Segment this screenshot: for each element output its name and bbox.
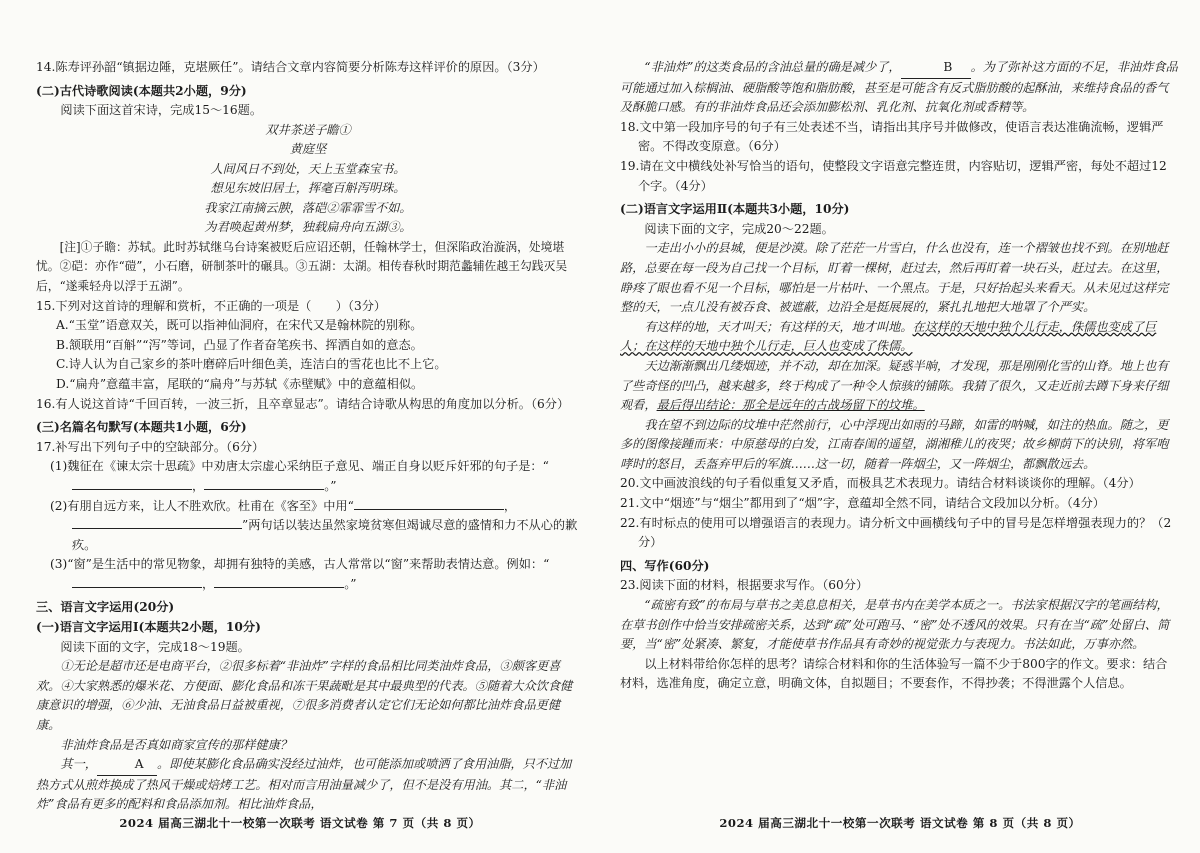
close-quote: 。” bbox=[344, 576, 357, 591]
question-17-2 bbox=[36, 497, 580, 556]
answer-blank[interactable] bbox=[72, 477, 192, 490]
passage-1: ①无论是超市还是电商平台，②很多标着“非油炸”字样的食品相比同类油炸食品，③颇客更喜欢。④大家熟悉的爆米花、方便面、膨化食品和冻干果蔬毗是其中最典型的代表。⑤随着大众饮食健康意识的增强，⑥少油、无油食品日益被重视，⑦很多消费者认定它们无论如何都比油炸食品更健康。 bbox=[36, 659, 573, 733]
sub-section-1-intro: 阅读下面的文字，完成18～19题。 bbox=[60, 639, 250, 654]
answer-blank[interactable] bbox=[214, 575, 344, 588]
section-poetry-intro: 阅读下面这首宋诗，完成15～16题。 bbox=[60, 103, 263, 118]
passage-1-body bbox=[36, 755, 580, 815]
comma: ， bbox=[202, 576, 215, 591]
option-a: A.“玉堂”语意双关，既可以指神仙洞府，在宋代又是翰林院的别称。 bbox=[56, 318, 423, 333]
poem-line: 想见东坡旧居士，挥毫百斛泻明珠。 bbox=[210, 181, 406, 196]
passage-text: 其一， bbox=[60, 757, 97, 772]
passage-2-para-2 bbox=[620, 318, 1178, 357]
answer-blank[interactable] bbox=[72, 575, 202, 588]
option-b: B.颔联用“百斛”“泻”等词，凸显了作者奋笔疾书、挥洒自如的意态。 bbox=[56, 337, 423, 352]
passage-text: 天边渐渐飘出几缕烟迹，并不动，却在加深。疑惑半晌，才发现，那是刚刚化雪的山脊。地上也有了些奇怪的凹凸，越来越多，终于构成了一种令人惊骇的铺陈。我猜了很久，又走近前去蹲下身来仔细观看， bbox=[620, 358, 1169, 413]
question-14: 14.陈寿评孙韶“镇据边陲，克堪厥任”。请结合文章内容简要分析陈寿这样评价的原因。（3分） bbox=[36, 60, 545, 74]
passage-text: “非油炸”的这类食品的含油总量的确是减少了， bbox=[644, 60, 901, 74]
section-poetry-title: (二)古代诗歌阅读(本题共2小题，9分) bbox=[36, 83, 247, 98]
q17-2-text: (2)有朋自远方来，让人不胜欢欣。杜甫在《客至》中用“ bbox=[50, 498, 354, 513]
q17-1-text: (1)魏征在《谏太宗十思疏》中劝唐太宗虚心采纳臣子意见、端正自身以贬斥奸邪的句子是：“ bbox=[50, 459, 549, 474]
question-18: 18.文中第一段加序号的句子有三处表述不当，请指出其序号并做修改，使语言表达准确流畅，逻辑严密。不得改变原意。（6分） bbox=[620, 119, 1164, 154]
passage-2-para-3 bbox=[620, 357, 1178, 416]
passage-text: 。即使某膨化食品确实没经过油炸，也可能添加或喷洒了食用油脂，只不过加热方式从煎炸换成了热风干燥或焙烤工艺。相对而言用油量减少了，但不是没有用油。其二，“非油炸”食品有更多的配料和食品添加剂。相比油炸食品， bbox=[36, 757, 572, 812]
option-c: C.诗人认为自己家乡的茶叶磨碎后叶细色美，连洁白的雪花也比不上它。 bbox=[56, 357, 447, 372]
writing-requirement: 以上材料带给你怎样的思考？请综合材料和你的生活体验写一篇不少于800字的作文。要求：结合材料，选准角度，确定立意，明确文体，自拟题目；不要套作，不得抄袭；不得泄露个人信息。 bbox=[620, 656, 1168, 691]
q17-3-text: (3)“窗”是生活中的常见物象，却拥有独特的美感，古人常常以“窗”来帮助表情达意。例如：“ bbox=[50, 557, 550, 572]
passage-text: 。为了弥补这方面的不足，非油炸食品可能通过加入棕榈油、硬脂酸等饱和脂肪酸，甚至是可能含有反式脂肪酸的起酥油，来维持食品的香气及酥脆口感。有的非油炸食品还会添加膨松剂、乳化剂、抗氧化剂或香精等。 bbox=[620, 60, 1178, 115]
page-footer: 2024 届高三湖北十一校第一次联考 语文试卷 第 8 页（共 8 页） bbox=[719, 816, 1081, 830]
question-17: 17.补写出下列句子中的空缺部分。（6分） bbox=[36, 439, 265, 454]
poem-line: 人间风日不到处，天上玉堂森宝书。 bbox=[210, 161, 406, 176]
passage-2-para-1: 一走出小小的县城，便是沙漠。除了茫茫一片雪白，什么也没有，连一个褶皱也找不到。在别地赶路，总要在每一段为自己找一个目标，盯着一棵树，赶过去，然后再盯着一块石头，赶过去。在这里，睁疼了眼也看不见一个目标，哪怕是一片枯叶、一个黑点。于是，只好抬起头来看天。从未见过这样完整的天，一点儿没有被吞食、被遮蔽，边沿全是挺展展的，紧扎扎地把大地罩了个严实。 bbox=[620, 241, 1169, 315]
section-recitation-title: (三)名篇名句默写(本题共1小题，6分) bbox=[36, 420, 247, 435]
writing-material: “疏密有致”的布局与草书之美息息相关，是草书内在美学本质之一。书法家根据汉字的笔画结构，在草书创作中恰当安排疏密关系，达到“疏”处可跑马、“密”处不透风的效果。只有在当“疏”处留白、简要，当“密”处紧凑、繁复，才能使草书作品具有奇妙的视觉张力与表现力。书法如此，万事亦然。 bbox=[620, 598, 1170, 652]
comma: ， bbox=[192, 478, 205, 493]
underlined-sentence: 最后得出结论：那全是远年的古战场留下的坟堆。 bbox=[656, 398, 925, 413]
passage-text: 有这样的地，天才叫天；有这样的天，地才叫地。 bbox=[644, 319, 913, 334]
sub-section-2-intro: 阅读下面的文字，完成20～22题。 bbox=[644, 221, 834, 236]
question-21: 21.文中“烟迹”与“烟尘”都用到了“烟”字，意蕴却全然不同，请结合文段加以分析。（4分） bbox=[620, 496, 1105, 511]
part-3-title: 三、语言文字运用(20分) bbox=[36, 600, 175, 615]
sub-section-1-title: (一)语言文字运用Ⅰ(本题共2小题，10分) bbox=[36, 620, 261, 635]
poem-author: 黄庭坚 bbox=[289, 142, 327, 157]
poem-title: 双井茶送子瞻① bbox=[265, 122, 351, 137]
question-19: 19.请在文中横线处补写恰当的语句，使整段文字语意完整连贯，内容贴切，逻辑严密，每处不超过12个字。（4分） bbox=[620, 158, 1167, 193]
question-20: 20.文中画波浪线的句子看似重复又矛盾，而极具艺术表现力。请结合材料谈谈你的理解。（4分） bbox=[620, 476, 1141, 491]
poem-line: 我家江南摘云腴，落硙②霏霏雪不如。 bbox=[204, 200, 412, 215]
blank-a[interactable]: A bbox=[97, 755, 157, 776]
blank-b[interactable]: B bbox=[901, 58, 971, 79]
question-17-3 bbox=[36, 555, 580, 594]
passage-1-continued bbox=[620, 58, 1178, 118]
question-15: 15.下列对这首诗的理解和赏析，不正确的一项是（ ）（3分） bbox=[36, 298, 387, 313]
wavy-underlined-sentence: 在这样的天地中独个儿行走，侏儒也变成了巨人；在这样的天地中独个儿行走，巨人也变成了侏儒。 bbox=[620, 319, 1157, 354]
answer-blank[interactable] bbox=[354, 497, 504, 510]
q17-2-tail: ”两句话以装达虽然家境贫寒但竭诚尽意的盛情和力不从心的歉疚。 bbox=[72, 518, 578, 552]
question-22: 22.有时标点的使用可以增强语言的表现力。请分析文中画横线句子中的冒号是怎样增强表现力的？（2分） bbox=[620, 515, 1172, 550]
question-17-1 bbox=[36, 457, 580, 496]
close-quote: 。” bbox=[324, 478, 337, 493]
option-d: D.“扁舟”意蕴丰富，尾联的“扁舟”与苏轼《赤壁赋》中的意蕴相似。 bbox=[56, 376, 424, 391]
poem-line: 为君唤起黄州梦，独载扁舟向五湖③。 bbox=[204, 220, 412, 235]
sub-section-2-title: (二)语言文字运用Ⅱ(本题共3小题，10分) bbox=[620, 202, 850, 217]
comma: ， bbox=[503, 498, 516, 513]
part-4-title: 四、写作(60分) bbox=[620, 558, 710, 573]
question-23: 23.阅读下面的材料，根据要求写作。（60分） bbox=[620, 578, 869, 593]
answer-blank[interactable] bbox=[204, 477, 324, 490]
answer-blank[interactable] bbox=[72, 516, 242, 529]
page-footer: 2024 届高三湖北十一校第一次联考 语文试卷 第 7 页（共 8 页） bbox=[119, 816, 481, 830]
poem-note: [注]①子瞻：苏轼。此时苏轼继乌台诗案被贬后应诏还朝，任翰林学士，但深陷政治漩涡，处境堪忧。②硙：亦作“磑”，小石磨，研制茶叶的碾具。③五湖：太湖。相传春秋时期范蠡辅佐越王勾践灭吴后，“遂乘轻舟以浮于五湖”。 bbox=[36, 239, 568, 293]
passage-1-question: 非油炸食品是否真如商家宣传的那样健康？ bbox=[60, 737, 292, 752]
passage-2-para-4: 我在望不到边际的坟堆中茫然前行，心中浮现出如雨的马蹄，如雷的呐喊，如注的热血。随之，更多的图像接踵而来：中原慈母的白发，江南春闺的遥望，湖湘稚儿的夜哭；故乡柳荫下的诀别，将军咆哮时的怒目，丢盔弃甲后的军旗……这一切，随着一阵烟尘，又一阵烟尘，都飘散远去。 bbox=[620, 417, 1169, 471]
page-8 bbox=[600, 0, 1200, 853]
question-16: 16.有人说这首诗“千回百转，一波三折，且卒章显志”。请结合诗歌从构思的角度加以分析。（6分） bbox=[36, 396, 570, 411]
